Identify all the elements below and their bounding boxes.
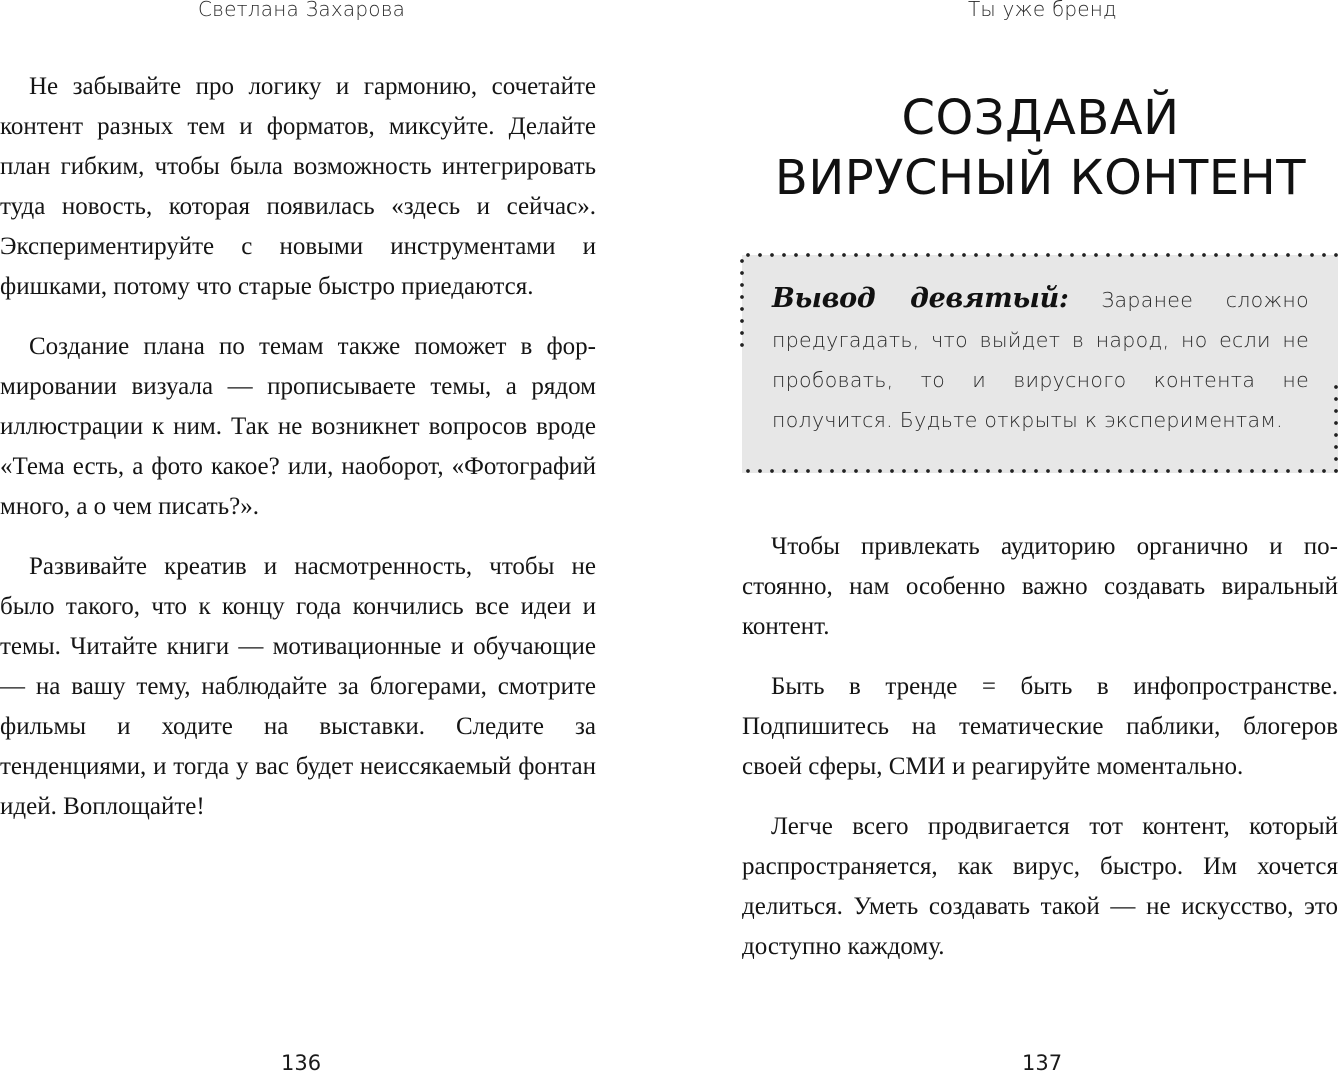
right-body-text <box>742 527 1338 967</box>
running-head-author: Светлана Захарова <box>198 0 406 21</box>
paragraph: Создание плана по темам также поможет в формировании визуала — прописываете темы, а рядом иллюстрации к ним. Так не возникнет вопросов вроде «Тема есть, а фото какое? или, наоборот, «Фотографий много, а о чем писать?». <box>0 333 596 520</box>
callout-text <box>772 279 1309 440</box>
page-number: 136 <box>281 1051 322 1075</box>
left-page <box>0 0 600 1075</box>
chapter-title-line-2: ВИРУСНЫЙ КОНТЕНТ <box>774 150 1307 206</box>
paragraph: Быть в тренде = быть в инфопространстве. Подпишитесь на тематические паблики, блогеров своей сферы, СМИ и реагируйте моментально. <box>742 673 1338 780</box>
running-head-book-title: Ты уже бренд <box>968 0 1117 21</box>
right-page <box>742 0 1339 1075</box>
chapter-title-line-1: СОЗДАВАЙ <box>901 90 1180 146</box>
paragraph: Легче всего продвигается тот контент, который распространяется, как вирус, быстро. Им хочется делиться. Уметь создавать такой — не искусство, это доступно каждому. <box>742 813 1338 960</box>
paragraph: Чтобы привлекать аудиторию органично и постоянно, нам особенно важно создавать виральный контент. <box>742 533 1338 640</box>
dotted-border-left <box>740 255 744 347</box>
dotted-border-top <box>742 253 1338 257</box>
left-body-text <box>0 67 596 827</box>
dotted-border-right <box>1334 381 1338 471</box>
chapter-title <box>742 88 1339 208</box>
conclusion-callout-box <box>742 255 1338 473</box>
callout-label: Вывод девятый: <box>772 283 1069 314</box>
page-number: 137 <box>1022 1051 1063 1075</box>
paragraph: Не забывайте про логику и гармонию, сочетайте контент разных тем и форматов, миксуйте. Делайте план гибким, чтобы была возможность интегрировать туда новость, которая появилась «здесь и сейчас». Экспериментируйте с новыми инструментами и фишками, потому что старые быстро приедаются. <box>0 73 596 300</box>
dotted-border-bottom <box>742 469 1338 473</box>
callout-body: Заранее сложно предугадать, что выйдет в народ, но если не пробовать, то и вирусного контента не получится. Будьте открыты к экспериментам. <box>772 288 1309 432</box>
paragraph: Развивайте креатив и насмотренность, чтобы не было такого, что к концу года кончились все идеи и темы. Читайте книги — мотивационные и обучающие — на вашу тему, наблюдайте за блогерами, смотрите фильмы и ходите на выставки. Следите за тенденциями, и тогда у вас будет неиссякаемый фонтан идей. Воплощайте! <box>0 553 596 820</box>
